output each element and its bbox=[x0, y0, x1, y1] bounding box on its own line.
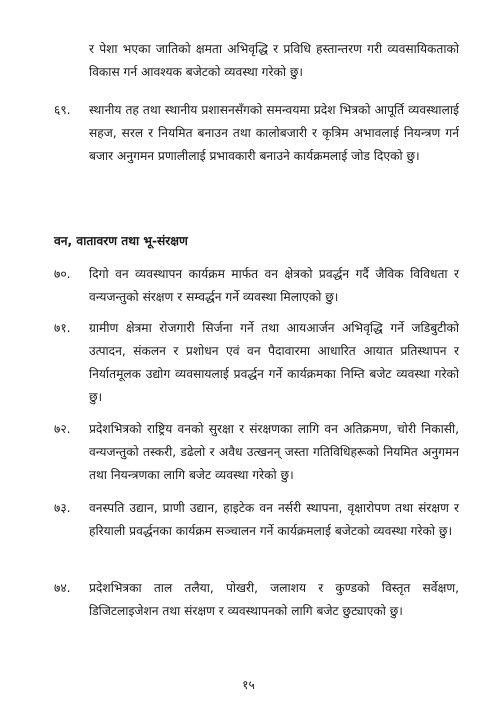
list-item-74 bbox=[54, 577, 459, 623]
item-text: ग्रामीण क्षेत्रमा रोजगारी सिर्जना गर्ने तथा आयआर्जन अभिवृद्धि गर्ने जडिबुटीको उत्पादन, संकलन र प्रशोधन एवं वन पैदावारमा आधारित आयात प्रतिस्थापन र निर्यातमूलक उद्योग व्यवसायलाई प्रवर्द्धन गर्ने कार्यक्रमका निम्ति बजेट व्यवस्था गरेको छु। bbox=[89, 321, 459, 404]
item-number: ७१. bbox=[54, 321, 71, 335]
paragraph-text: र पेशा भएका जातिको क्षमता अभिवृद्धि र प्रविधि हस्तान्तरण गरी व्यवसायिकताको विकास गर्न आवश्यक बजेटको व्यवस्था गरेको छु। bbox=[89, 42, 459, 79]
list-item-72 bbox=[54, 418, 459, 487]
list-item-69 bbox=[54, 99, 459, 168]
item-number: ७०. bbox=[54, 267, 71, 281]
item-text: वनस्पति उद्यान, प्राणी उद्यान, हाइटेक वन नर्सरी स्थापना, वृक्षारोपण तथा संरक्षण र हरियाली प्रवर्द्धनका कार्यक्रम सञ्चालन गर्ने कार्यक्रमलाई बजेटको व्यवस्था गरेको छु। bbox=[89, 501, 459, 538]
list-item-70 bbox=[54, 263, 459, 309]
item-text: स्थानीय तह तथा स्थानीय प्रशासनसँगको समन्वयमा प्रदेश भित्रको आपूर्ति व्यवस्थालाई सहज, सरल र नियमित बनाउन तथा कालोबजारी र कृत्रिम अभावलाई नियन्त्रण गर्न बजार अनुगमन प्रणालीलाई प्रभावकारी बनाउने कार्यक्रमलाई जोड दिएको छु। bbox=[89, 103, 459, 163]
item-number: ७३. bbox=[54, 501, 71, 515]
item-text: प्रदेशभित्रका ताल तलैया, पोखरी, जलाशय र कुण्डको विस्तृत सर्वेक्षण, डिजिटलाइजेशन तथा संरक्षण र व्यवस्थापनको लागि बजेट छुट्याएको छु। bbox=[89, 581, 459, 618]
item-number: ७४. bbox=[54, 581, 71, 595]
page-number: १५ bbox=[242, 678, 255, 692]
list-item-73 bbox=[54, 497, 459, 543]
item-text: प्रदेशभित्रको राष्ट्रिय वनको सुरक्षा र संरक्षणका लागि वन अतिक्रमण, चोरी निकासी, वन्यजन्तुको तस्करी, डढेलो र अवैध उत्खनन् जस्ता गतिविधिहरूको नियमित अनुगमन तथा नियन्त्रणका लागि बजेट व्यवस्था गरेको छु। bbox=[89, 422, 459, 482]
item-text: दिगो वन व्यवस्थापन कार्यक्रम मार्फत वन क्षेत्रको प्रवर्द्धन गर्दै जैविक विविधता र वन्यजन्तुको संरक्षण र सम्वर्द्धन गर्ने व्यवस्था मिलाएको छु। bbox=[89, 267, 459, 304]
item-number: ७२. bbox=[54, 422, 71, 436]
continuation-paragraph bbox=[89, 38, 459, 84]
list-item-71 bbox=[54, 317, 459, 409]
section-heading: वन, वातावरण तथा भू-संरक्षण bbox=[54, 234, 188, 248]
item-number: ६९. bbox=[54, 103, 71, 117]
